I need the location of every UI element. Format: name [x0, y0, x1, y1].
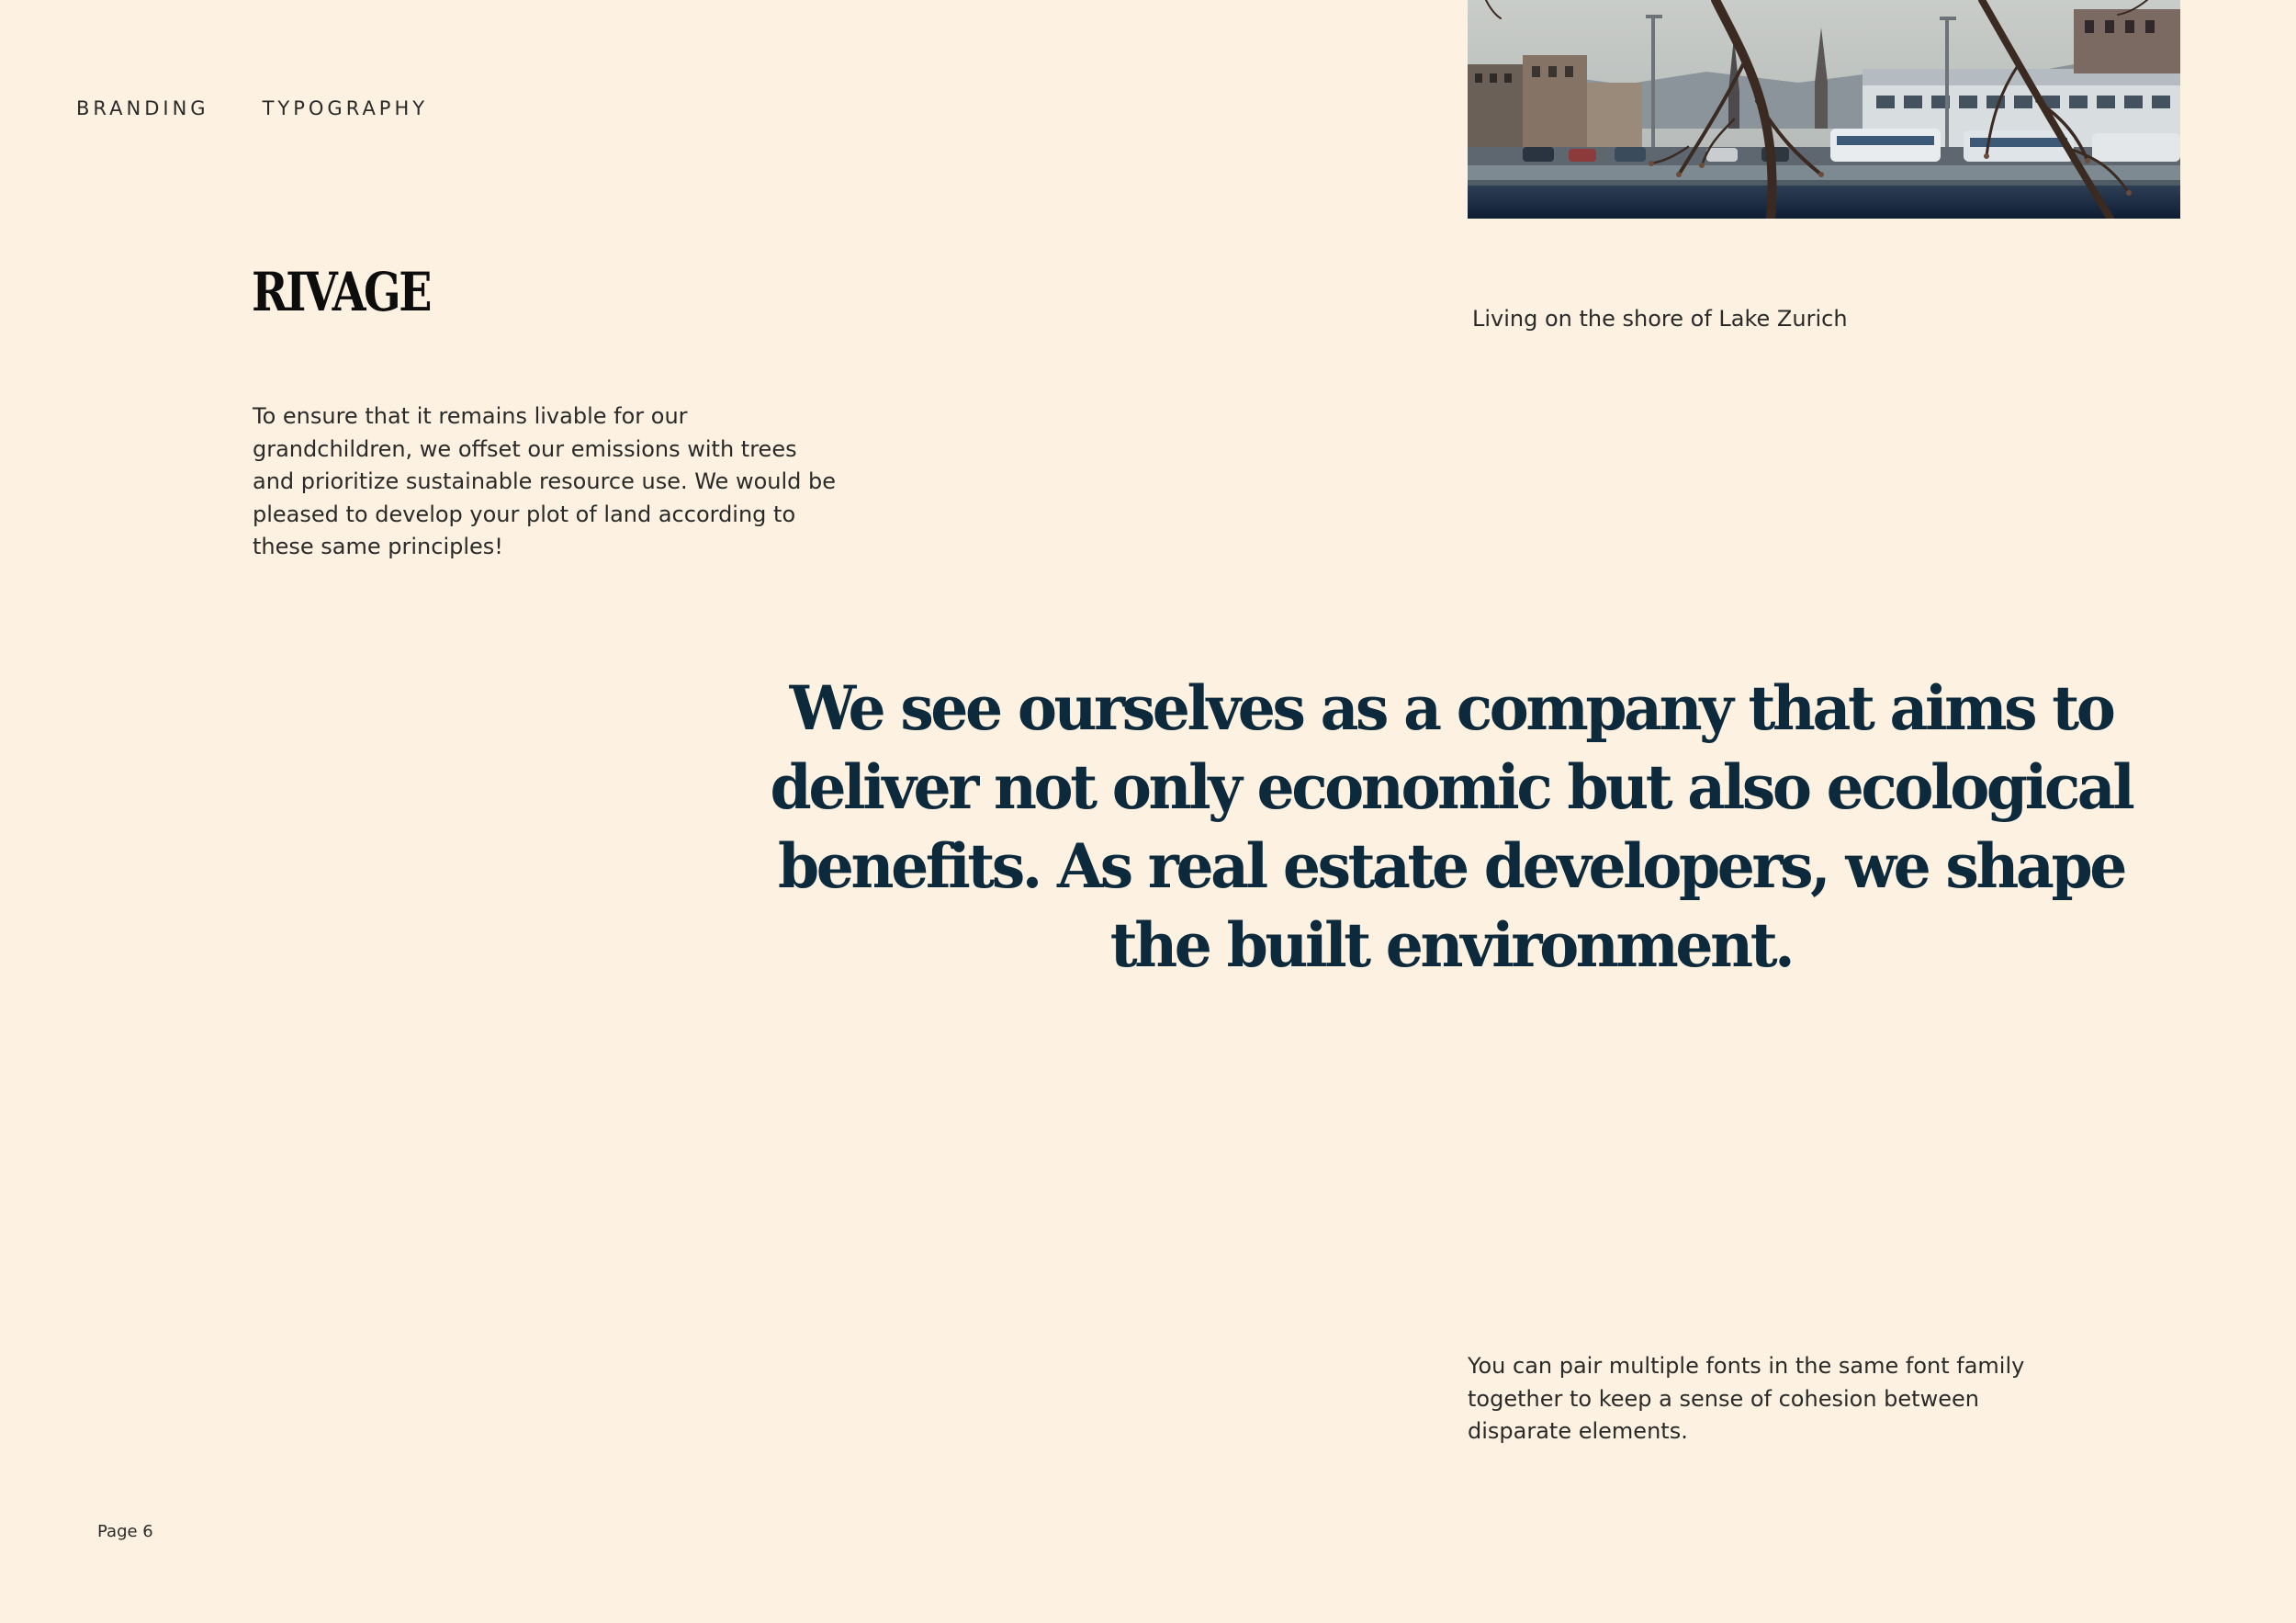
intro-paragraph: To ensure that it remains livable for our grandchildren, we offset our emissions with trees and prioritize sustainable resource use. We would be pleased to develop your plot of land according to these same principles! [253, 403, 837, 559]
font-pairing-note: You can pair multiple fonts in the same font family together to keep a sense of cohesion between disparate elements. [1468, 1353, 2025, 1444]
lake-zurich-photo [1468, 0, 2180, 219]
pull-quote: We see ourselves as a company that aims to deliver not only economic but also ecological benefits. As real estate developers, we shape the built environment. [770, 672, 2133, 981]
photo-caption: Living on the shore of Lake Zurich [1472, 306, 1848, 332]
page-number: Page 6 [97, 1522, 153, 1541]
brand-title: RIVAGE [252, 261, 430, 323]
nav-item-typography[interactable]: TYPOGRAPHY [262, 97, 429, 119]
nav-item-branding[interactable]: BRANDING [76, 97, 209, 119]
top-nav [76, 97, 428, 119]
